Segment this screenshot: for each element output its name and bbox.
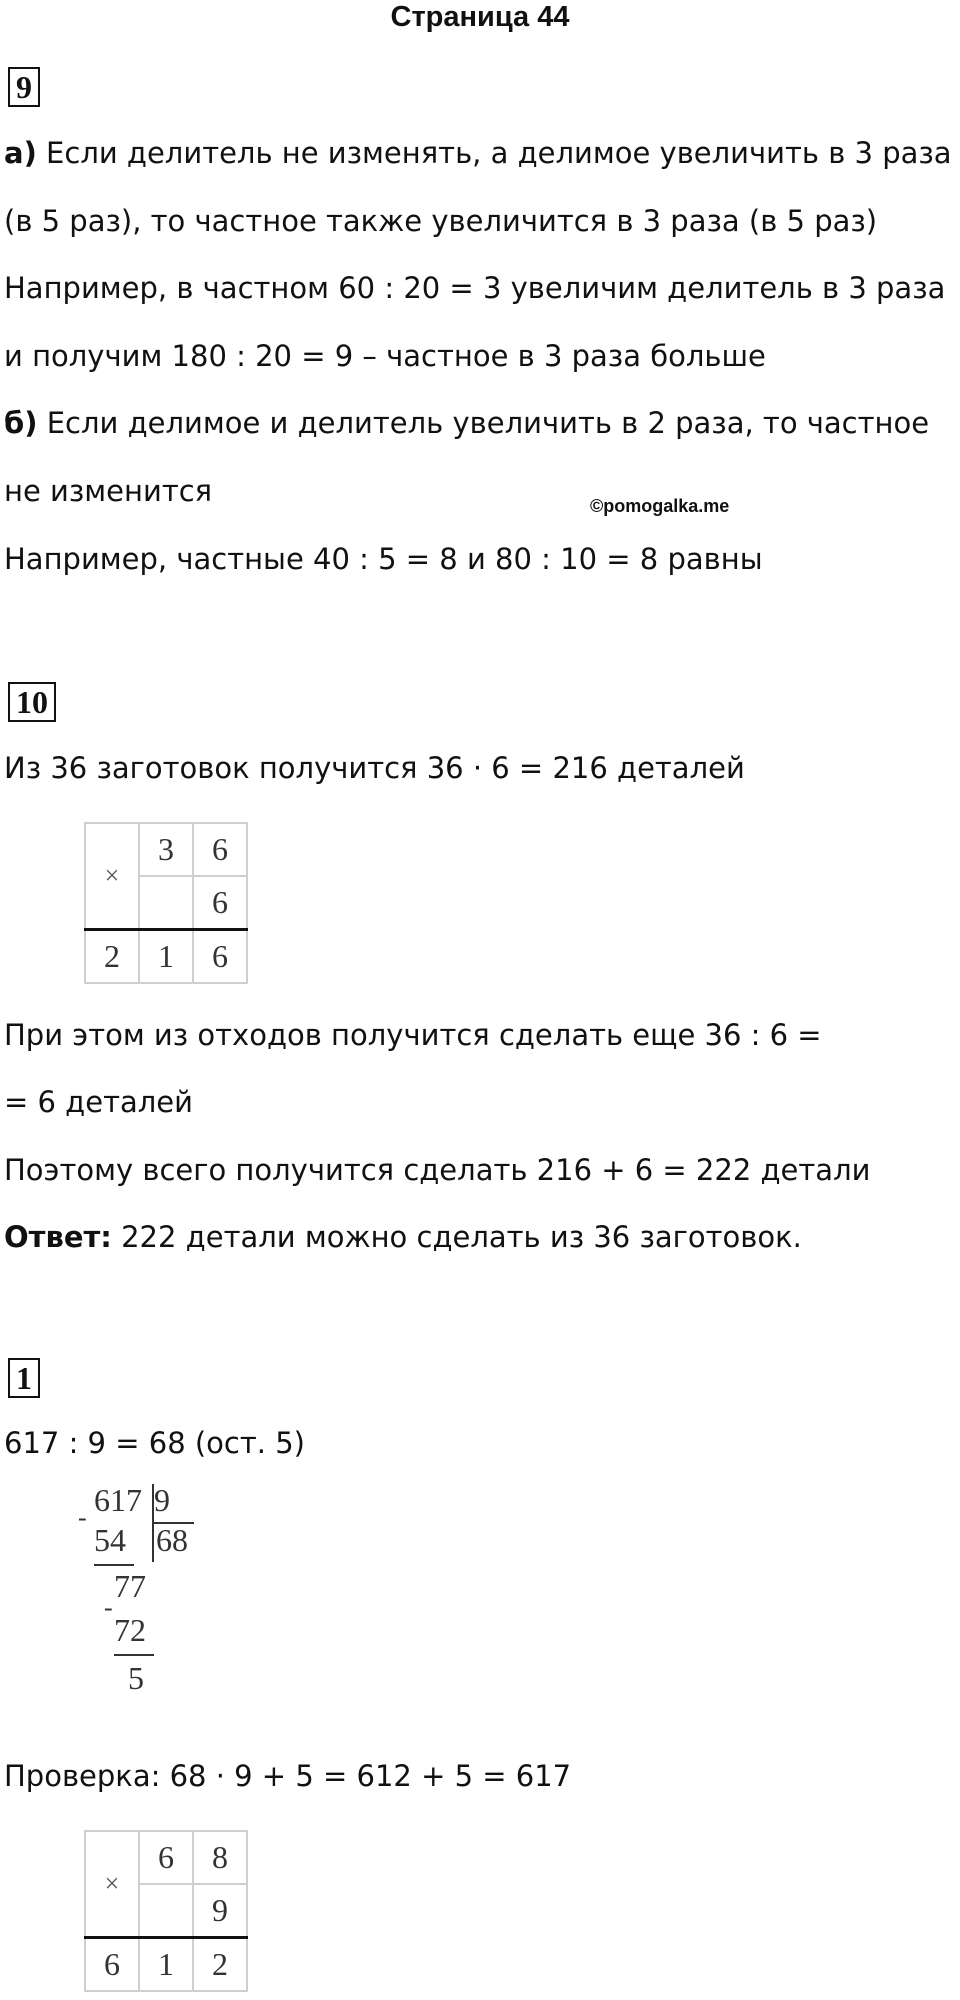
mult-cell: 9	[193, 1884, 247, 1938]
task9-line-2: (в 5 раз), то частное также увеличится в 3 раза (в 5 раз)	[4, 204, 878, 238]
task9-line-5: б) Если делимое и делитель увеличить в 2 раза, то частное	[4, 406, 930, 440]
mult-cell: 6	[193, 823, 247, 876]
task10-line-4: Поэтому всего получится сделать 216 + 6 = 222 детали	[4, 1153, 871, 1187]
task9-line-3: Например, в частном 60 : 20 = 3 увеличим делитель в 3 раза	[4, 271, 946, 305]
task-number-10: 10	[8, 682, 56, 722]
mult-cell: 8	[193, 1831, 247, 1884]
mult-cell: 6	[193, 876, 247, 930]
multiplication-table-36x6	[84, 822, 248, 984]
mult-result-cell: 1	[139, 930, 193, 984]
task-number-9: 9	[8, 67, 40, 107]
mult-cell	[139, 1884, 193, 1938]
divisor: 9	[154, 1482, 170, 1518]
mult-cell	[139, 876, 193, 930]
long-division	[70, 1480, 230, 1720]
times-sign: ×	[85, 1831, 139, 1938]
task10-line-2: При этом из отходов получится сделать еще 36 : 6 =	[4, 1018, 822, 1052]
task9-line-1: а) Если делитель не изменять, а делимое увеличить в 3 раза	[4, 136, 952, 170]
subtrahend-2: 72	[114, 1612, 146, 1648]
minus-sign: -	[104, 1593, 113, 1622]
mult-result-cell: 6	[85, 1938, 139, 1992]
partial-remainder: 77	[114, 1568, 146, 1604]
page-title: Страница 44	[390, 1, 570, 33]
minus-sign: -	[78, 1503, 87, 1532]
task1-check: Проверка: 68 · 9 + 5 = 612 + 5 = 617	[4, 1759, 572, 1793]
times-sign: ×	[85, 823, 139, 930]
task1-line-1: 617 : 9 = 68 (ост. 5)	[4, 1426, 305, 1460]
mult-result-cell: 2	[85, 930, 139, 984]
quotient: 68	[156, 1522, 188, 1558]
dividend: 617	[94, 1482, 142, 1518]
task10-line-3: = 6 деталей	[4, 1085, 193, 1119]
task10-answer: Ответ: 222 детали можно сделать из 36 заготовок.	[4, 1220, 802, 1254]
task9-line-6: не изменится	[4, 474, 213, 508]
task9-line-7: Например, частные 40 : 5 = 8 и 80 : 10 = 8 равны	[4, 542, 763, 576]
mult-result-cell: 1	[139, 1938, 193, 1992]
subtrahend-1: 54	[94, 1522, 126, 1558]
task-number-1: 1	[8, 1358, 40, 1398]
task10-line-1: Из 36 заготовок получится 36 · 6 = 216 деталей	[4, 751, 745, 785]
mult-cell: 6	[139, 1831, 193, 1884]
mult-result-cell: 2	[193, 1938, 247, 1992]
multiplication-table-68x9	[84, 1830, 248, 1992]
subtraction-line-2	[114, 1654, 154, 1656]
mult-cell: 3	[139, 823, 193, 876]
watermark: ©pomogalka.me	[590, 496, 730, 516]
task9-line-4: и получим 180 : 20 = 9 – частное в 3 раза больше	[4, 339, 766, 373]
mult-result-cell: 6	[193, 930, 247, 984]
remainder: 5	[128, 1660, 144, 1696]
